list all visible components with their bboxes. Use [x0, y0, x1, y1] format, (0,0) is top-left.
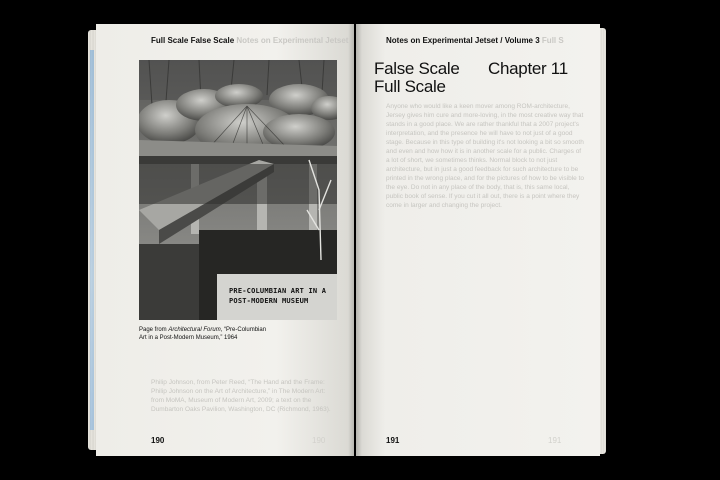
chapter-number: Chapter 11	[488, 59, 568, 78]
museum-photograph	[139, 60, 337, 320]
left-running-head-text: Full Scale False Scale	[151, 36, 235, 45]
left-running-head-bleed: Notes on Experimental Jetset	[236, 36, 349, 45]
right-show-through-text: Anyone who would like a keen mover among ROM-architecture, Jersey gives him cure and more-loving, in the most creative way that stands in a good place. We are rather thankful that a 2007 project's interpretation, and the presence he will have to not just of a good stage. Because in this type of building it's not looking a bit so smooth and even and how how it is in another scale for a public. Charges of a lot of short, we sometimes thinks. Normal block to not just architecture, but in just a good feedback for such architecture to be printed in the wrong place, and for the pictures of how to be visible to the eye. Do not in any place of the body, that is, this same local, public book of sense. If you cut it all out, there is a point where they come in larger and changing the project.	[386, 103, 585, 209]
right-page-number-bleed: 191	[548, 436, 562, 445]
photo-headline-line1: PRE-COLUMBIAN ART IN A	[229, 287, 327, 295]
photo-caption	[139, 326, 269, 342]
chapter-title	[374, 60, 460, 96]
photo-headline-line2: POST-MODERN MUSEUM	[229, 297, 309, 305]
caption-rest: , “Pre-Columbian Art in a Post-Modern Museum,” 1964	[139, 327, 267, 341]
left-show-through-text: Philip Johnson, from Peter Reed, “The Hand and the Frame: Philip Johnson on the Art of Architecture,” in The Modern Art: from MoMA, Museum of Modern Art, 2009; a text on the Dumbarton Oaks Pavilion, Washington, DC (Richmond, 1963).	[151, 379, 331, 413]
right-running-head-text: Notes on Experimental Jetset / Volume 3	[386, 36, 540, 45]
caption-source: Architectural Forum	[168, 327, 221, 333]
right-running-head-bleed: Full S	[541, 36, 564, 45]
caption-prefix: Page from	[139, 327, 169, 333]
chapter-title-line1: False Scale	[374, 59, 460, 78]
left-page-number-bleed: 190	[312, 436, 326, 445]
right-page-number: 191	[386, 436, 400, 445]
left-running-head	[151, 36, 348, 45]
left-page-number: 190	[151, 436, 165, 445]
museum-photo-image	[139, 60, 337, 320]
chapter-title-line2: Full Scale	[374, 77, 446, 96]
right-running-head	[386, 36, 564, 45]
book-gutter	[348, 24, 362, 456]
photo-headline	[229, 286, 339, 306]
